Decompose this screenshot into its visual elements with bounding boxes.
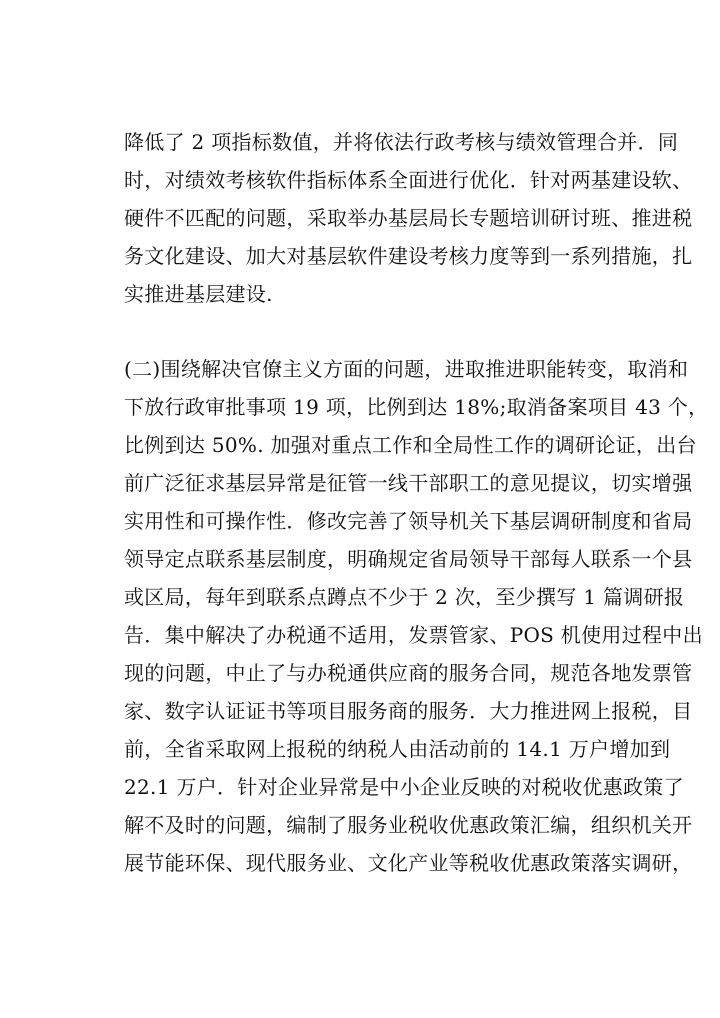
text-line: 现的问题，中止了与办税通供应商的服务合同，规范各地发票管 (124, 661, 693, 685)
text-line: 告．集中解决了办税通不适用，发票管家、POS 机使用过程中出 (124, 623, 703, 647)
text-line: 硬件不匹配的问题，采取举办基层局长专题培训研讨班、推进税 (124, 206, 693, 230)
text-line: 解不及时的问题，编制了服务业税收优惠政策汇编，组织机关开 (124, 813, 693, 837)
text-line: 家、数字认证证书等项目服务商的服务．大力推进网上报税，目 (124, 699, 693, 723)
text-line: 比例到达 50%. 加强对重点工作和全局性工作的调研论证，出台 (124, 433, 697, 457)
text-line: 或区局，每年到联系点蹲点不少于 2 次，至少撰写 1 篇调研报 (124, 585, 685, 609)
text-line: (二)围绕解决官僚主义方面的问题，进取推进职能转变，取消和 (124, 357, 689, 381)
text-line: 前，全省采取网上报税的纳税人由活动前的 14.1 万户增加到 (124, 737, 671, 761)
text-line: 时，对绩效考核软件指标体系全面进行优化．针对两基建设软、 (124, 168, 693, 192)
text-line: 前广泛征求基层异常是征管一线干部职工的意见提议，切实增强 (124, 471, 693, 495)
text-line: 实推进基层建设. (124, 282, 273, 306)
text-line: 实用性和可操作性．修改完善了领导机关下基层调研制度和省局 (124, 509, 693, 533)
text-line: 下放行政审批事项 19 项，比例到达 18%;取消备案项目 43 个， (124, 395, 709, 419)
text-line: 务文化建设、加大对基层软件建设考核力度等到一系列措施，扎 (124, 244, 693, 268)
text-line: 展节能环保、现代服务业、文化产业等税收优惠政策落实调研， (124, 851, 693, 875)
text-line: 领导定点联系基层制度，明确规定省局领导干部每人联系一个县 (124, 547, 693, 571)
text-line: 22.1 万户．针对企业异常是中小企业反映的对税收优惠政策了 (124, 775, 684, 799)
text-line: 降低了 2 项指标数值，并将依法行政考核与绩效管理合并．同 (124, 130, 679, 154)
